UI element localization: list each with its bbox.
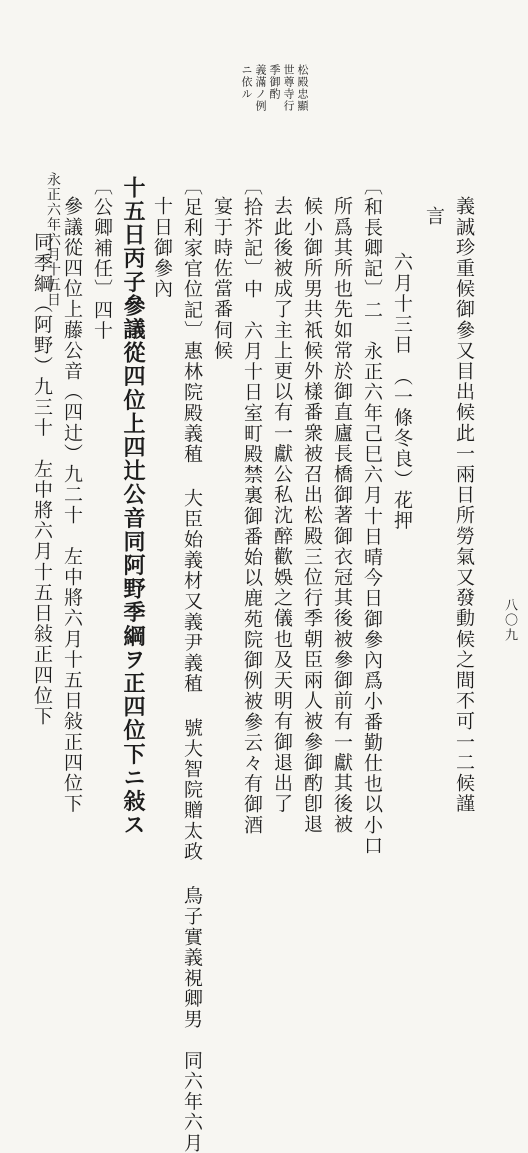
body-column: 義誠珍重候御參又目出候此一兩日所勞氣又發動候之間不可一二候謹 xyxy=(453,196,475,814)
page-number: 八〇九 xyxy=(502,598,517,643)
body-column: 宴于時佐當番伺候 xyxy=(211,196,233,361)
body-column: 〔和長卿記〕二 永正六年己巳六月十日晴今日御參內爲小番勤仕也以小口 xyxy=(361,176,383,856)
body-column: 六月十三日 （一條冬良）花押 xyxy=(391,252,413,531)
body-column: 〔公卿補任〕四十 xyxy=(91,176,113,341)
body-column: 〔拾芥記〕中 六月十日室町殿禁裏御番始以鹿苑院御例被參云々有御酒 xyxy=(241,176,263,836)
body-column: 〔足利家官位記〕惠林院殿義稙 大臣始義材又義尹義稙 號大智院贈太政 鳥子實義視卿男 同六年六月 xyxy=(181,176,203,1153)
marginal-note: 世尊寺行 xyxy=(282,64,295,112)
margin-date: 永正六年六月十五日 xyxy=(45,172,61,307)
marginal-note: 義滿ノ例 xyxy=(254,64,267,112)
body-column: 所爲其所也先如常於御直廬長橋御著御衣冠其後被參御前有一獻其後被 xyxy=(331,196,353,835)
body-column: 十日御參內 xyxy=(151,196,173,299)
body-column: 去此後被成了主上更以有一獻公私沈醉歡娛之儀也及天明有御退出了 xyxy=(271,196,293,814)
body-column: 言 xyxy=(423,206,445,227)
marginal-note: 松殿忠顯 xyxy=(296,64,309,112)
marginal-note: ニ依ル xyxy=(240,64,253,100)
body-column: 參議從四位上藤公音（四辻）九二十 左中將六月十五日敍正四位下 xyxy=(61,196,83,814)
body-column: 十五日丙子參議從四位上四辻公音同阿野季綱ヲ正四位下ニ敍ス xyxy=(120,176,146,837)
body-column: 同季綱（阿野）九三十 左中將六月十五日敍正四位下 xyxy=(31,232,53,727)
body-column: 候小御所男共祇候外樣番衆被召出松殿三位行季朝臣兩人被參御酌卽退 xyxy=(301,196,323,835)
marginal-note: 季御酌 xyxy=(268,64,281,100)
